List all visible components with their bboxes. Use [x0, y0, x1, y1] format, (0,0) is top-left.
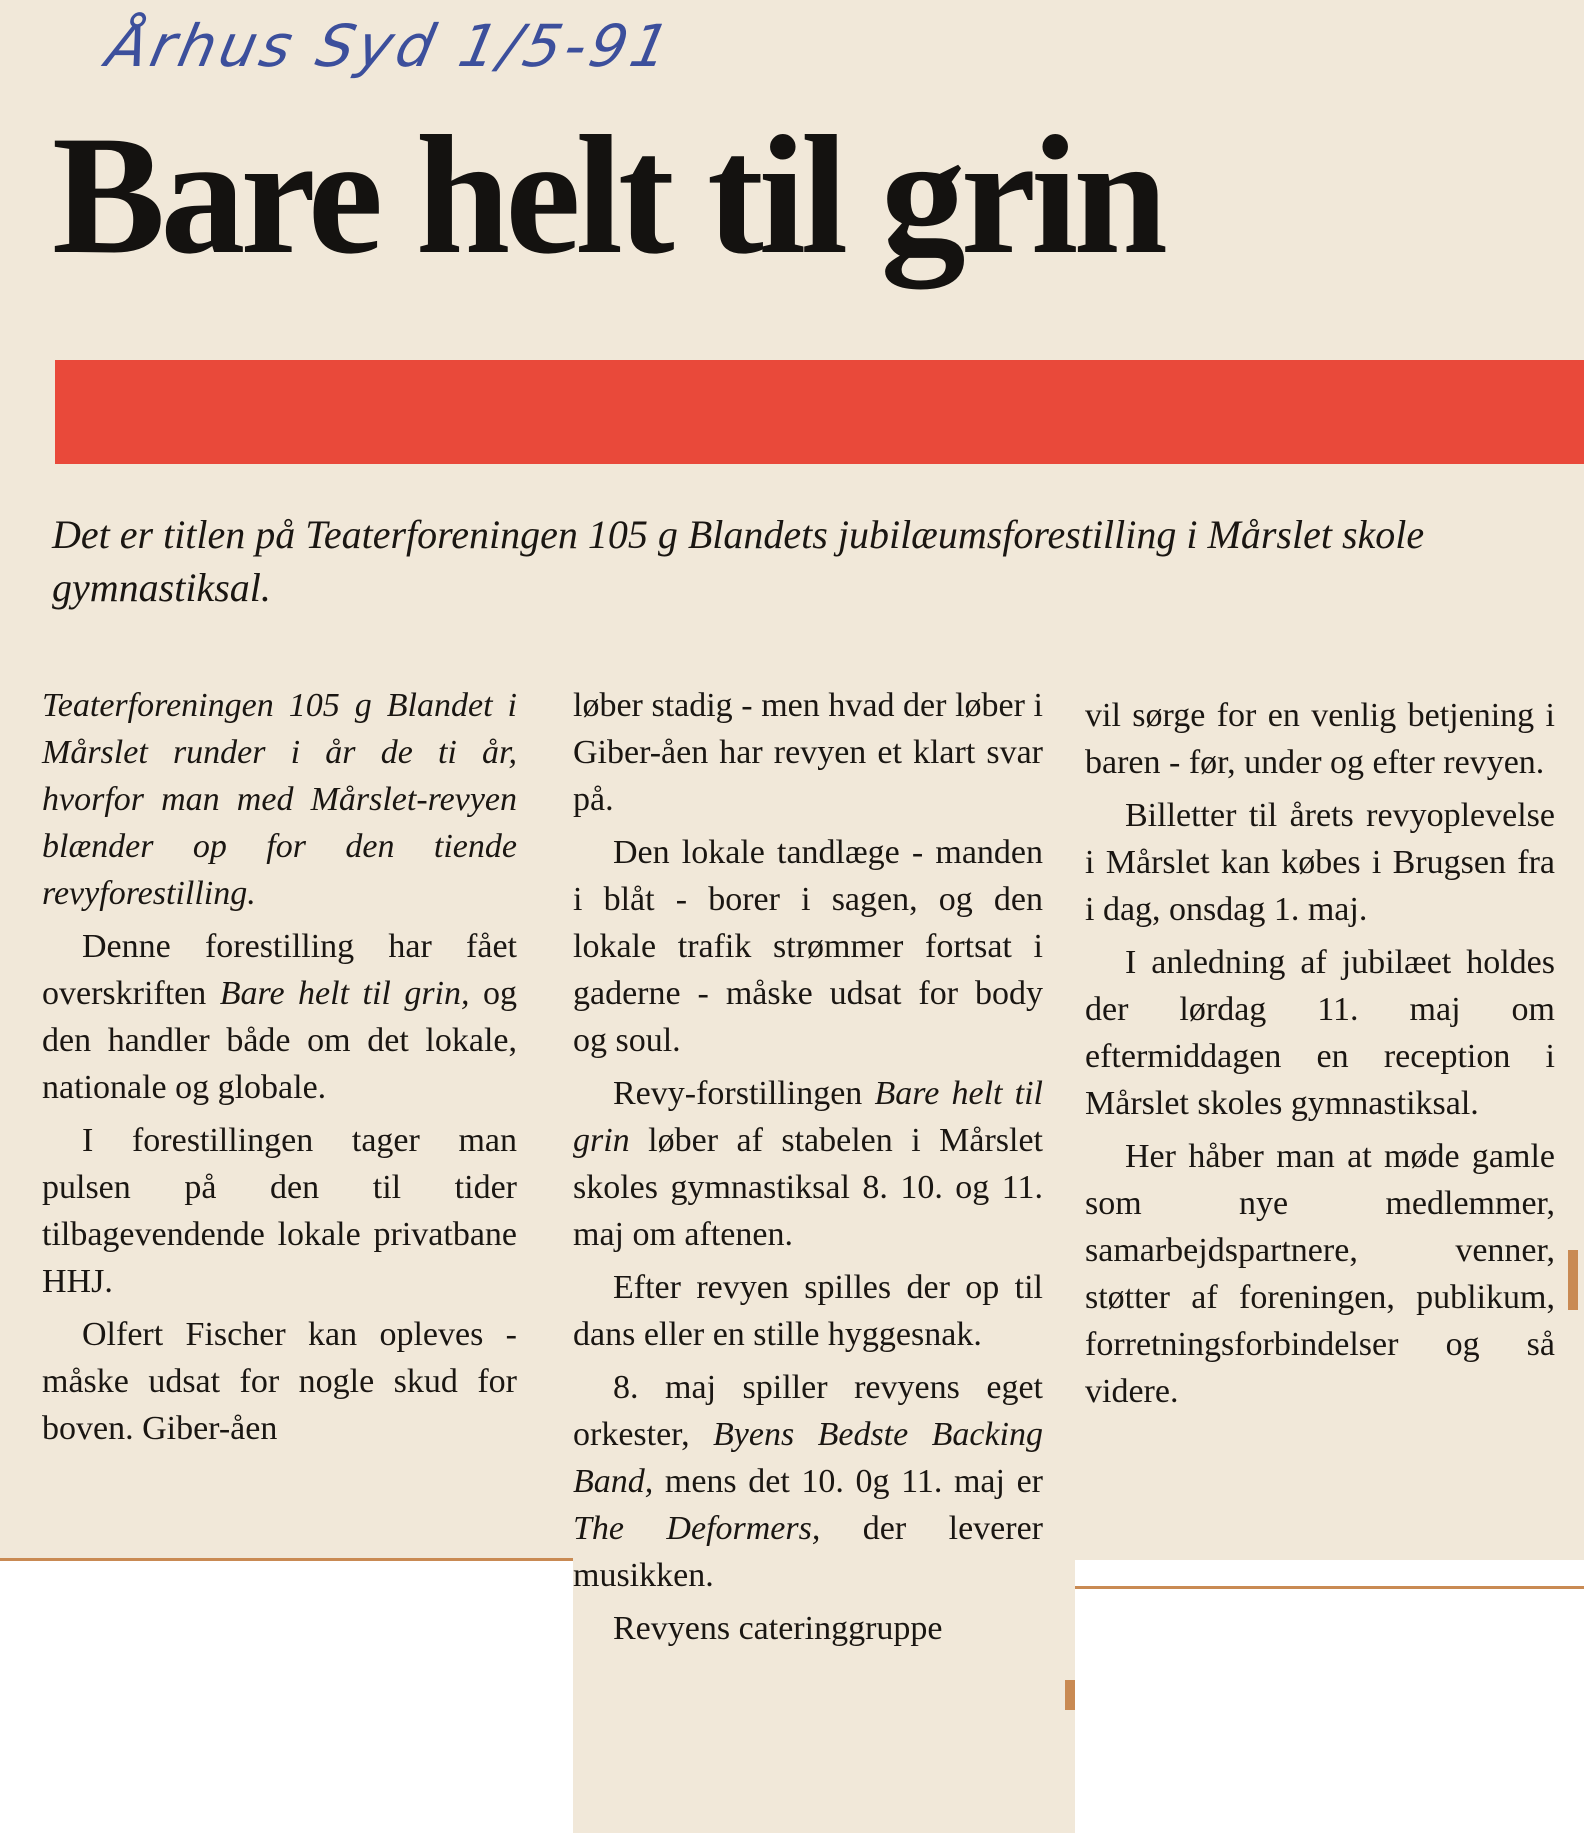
paragraph: [573, 1364, 1043, 1599]
cut-edge-left: [0, 1558, 573, 1561]
band-name: The Deformers,: [573, 1510, 821, 1547]
red-accent-bar: [55, 360, 1584, 464]
show-title: Bare helt til grin,: [219, 975, 470, 1012]
text-run: Denne forestilling har fået overskriften: [42, 928, 517, 1012]
cut-edge-right: [1075, 1586, 1584, 1589]
paragraph: Olfert Fischer kan opleves - måske udsat for nogle skud for boven. Giber-åen: [42, 1316, 517, 1447]
text-run: der leverer musikken.: [573, 1510, 1043, 1594]
paragraph: Efter revyen spilles der op til dans eller en stille hyggesnak.: [573, 1269, 1043, 1353]
paragraph: løber stadig - men hvad der løber i Giber-åen har revyen et klart svar på.: [573, 687, 1043, 818]
cut-notch-right: [1568, 1250, 1578, 1310]
paragraph: Den lokale tandlæge - manden i blåt - borer i sagen, og den lokale trafik strømmer fortsat i gaderne - måske udsat for body og soul.: [573, 834, 1043, 1059]
cut-notch-middle: [1065, 1680, 1075, 1710]
paragraph: vil sørge for en venlig betjening i baren - før, under og efter revyen.: [1085, 697, 1555, 781]
text-run: løber af stabelen i Mårslet skoles gymnastiksal 8. 10. og 11. maj om aftenen.: [573, 1122, 1043, 1253]
article-column-3: [1085, 692, 1555, 1421]
blank-area-left: [0, 1560, 573, 1833]
text-run: Revy-forstillingen: [613, 1075, 875, 1112]
paragraph: Billetter til årets revyoplevelse i Mårslet kan købes i Brugsen fra i dag, onsdag 1. maj.: [1085, 797, 1555, 928]
text-run: mens det 10. 0g 11. maj er: [653, 1463, 1043, 1500]
article-column-1: [42, 682, 517, 1458]
show-title: Bare helt til grin: [573, 1075, 1044, 1159]
blank-area-right: [1075, 1588, 1584, 1833]
text-run: 8. maj spiller revyens eget orkester,: [573, 1369, 1043, 1453]
paragraph: [573, 1070, 1043, 1258]
paragraph: Revyens cateringgruppe: [613, 1610, 943, 1647]
article-column-2: [573, 682, 1043, 1658]
paragraph: [42, 923, 517, 1111]
intro-paragraph: Teaterforeningen 105 g Blandet i Mårslet runder i år de ti år, hvorfor man med Mårslet-revyen blænder op for den tiende revyforestilling.: [42, 687, 517, 912]
headline: Bare helt til grin: [52, 101, 1163, 289]
paragraph: Her håber man at møde gamle som nye medlemmer, samarbejdspartnere, venner, støtter af foreningen, publikum, forretningsforbindelser og så videre.: [1085, 1138, 1555, 1410]
band-name: Byens Bedste Backing Band,: [573, 1416, 1043, 1500]
paragraph: I forestillingen tager man pulsen på den til tider tilbagevendende lokale privatbane HHJ.: [42, 1122, 517, 1300]
text-run: og den handler både om det lokale, nationale og globale.: [42, 975, 517, 1106]
lead-paragraph: Det er titlen på Teaterforeningen 105 g Blandets jubilæumsforestilling i Mårslet skole gymnastiksal.: [52, 512, 1425, 610]
paragraph: I anledning af jubilæet holdes der lørdag 11. maj om eftermiddagen en reception i Mårslet skoles gymnastiksal.: [1085, 944, 1555, 1122]
handwritten-date-note: Århus Syd 1/5-91: [100, 12, 680, 80]
